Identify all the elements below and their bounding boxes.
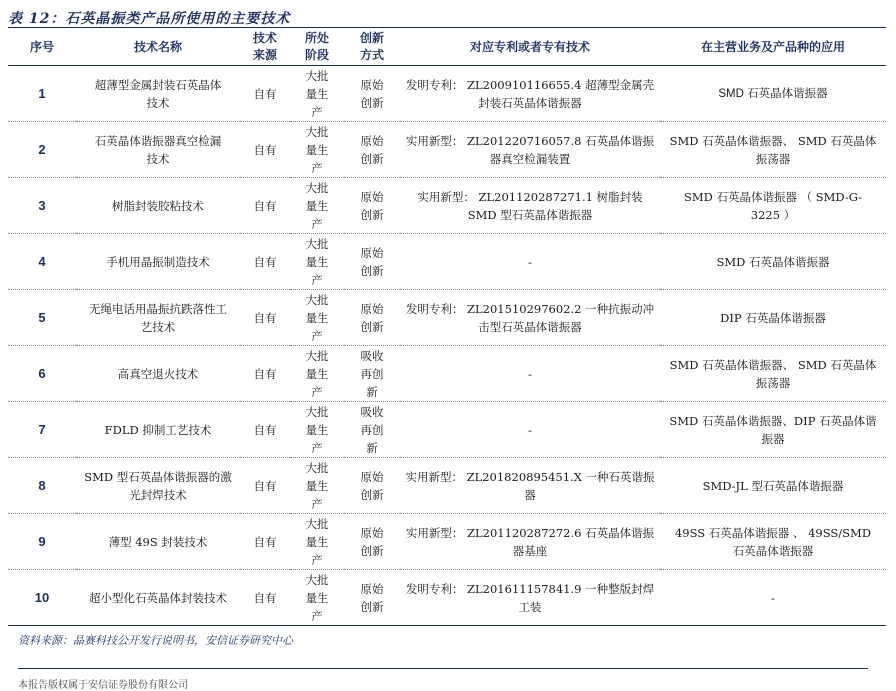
row-stage: 大批量生产 (290, 514, 344, 570)
row-stage: 大批量生产 (290, 122, 344, 178)
row-application: SMD-JL 型石英晶体谐振器 (660, 458, 886, 514)
row-stage: 大批量生产 (290, 346, 344, 402)
row-tech-name: FDLD 抑制工艺技术 (76, 402, 240, 458)
row-source: 自有 (240, 570, 290, 626)
row-patent: 发明专利： ZL201611157841.9 一种整版封焊工装 (400, 570, 660, 626)
row-application: SMD 石英晶体谐振器 （ SMD-G-3225 ） (660, 178, 886, 234)
row-patent: 实用新型： ZL201120287272.6 石英晶体谐振器基座 (400, 514, 660, 570)
row-no: 3 (8, 178, 76, 234)
table-row (8, 122, 886, 178)
table-row (8, 178, 886, 234)
footer-divider (18, 668, 868, 669)
row-stage: 大批量生产 (290, 458, 344, 514)
row-tech-name: 石英晶体谐振器真空检漏技术 (76, 122, 240, 178)
row-no: 4 (8, 234, 76, 290)
table-row (8, 234, 886, 290)
row-innovation: 原始创新 (344, 66, 400, 122)
header-name: 技术名称 (76, 29, 240, 66)
row-source: 自有 (240, 234, 290, 290)
row-application: SMD 石英晶体谐振器、DIP 石英晶体谐振器 (660, 402, 886, 458)
title-divider (8, 27, 886, 28)
row-no: 1 (8, 66, 76, 122)
row-patent: 实用新型： ZL201820895451.X 一种石英谐振器 (400, 458, 660, 514)
header-patent: 对应专利或者专有技术 (400, 29, 660, 66)
row-source: 自有 (240, 346, 290, 402)
footer-disclaimer: 本报告版权属于安信证券股份有限公司 (18, 680, 188, 691)
row-tech-name: 超薄型金属封装石英晶体技术 (76, 66, 240, 122)
row-tech-name: 树脂封装胶粘技术 (76, 178, 240, 234)
row-source: 自有 (240, 290, 290, 346)
row-innovation: 吸收再创新 (344, 346, 400, 402)
row-no: 9 (8, 514, 76, 570)
row-no: 10 (8, 570, 76, 626)
row-innovation: 原始创新 (344, 178, 400, 234)
row-source: 自有 (240, 66, 290, 122)
header-innovation: 创新方式 (344, 29, 400, 66)
row-source: 自有 (240, 122, 290, 178)
row-patent: 发明专利： ZL200910116655.4 超薄型金属壳封装石英晶体谐振器 (400, 66, 660, 122)
row-no: 6 (8, 346, 76, 402)
row-stage: 大批量生产 (290, 570, 344, 626)
row-innovation: 原始创新 (344, 570, 400, 626)
row-application: 49SS 石英晶体谐振器 、 49SS/SMD 石英晶体谐振器 (660, 514, 886, 570)
row-tech-name: 超小型化石英晶体封装技术 (76, 570, 240, 626)
table-row (8, 66, 886, 122)
row-tech-name: SMD 型石英晶体谐振器的激光封焊技术 (76, 458, 240, 514)
technology-table (8, 29, 886, 626)
row-tech-name: 手机用晶振制造技术 (76, 234, 240, 290)
table-row (8, 514, 886, 570)
row-application: - (660, 570, 886, 626)
row-source: 自有 (240, 178, 290, 234)
row-innovation: 原始创新 (344, 122, 400, 178)
row-patent: - (400, 402, 660, 458)
row-application: SMD 石英晶体谐振器、 SMD 石英晶体振荡器 (660, 346, 886, 402)
row-patent: - (400, 346, 660, 402)
source-note: 资料来源：晶赛科技公开发行说明书，安信证券研究中心 (18, 634, 293, 647)
row-no: 5 (8, 290, 76, 346)
row-source: 自有 (240, 402, 290, 458)
row-innovation: 吸收再创新 (344, 402, 400, 458)
row-tech-name: 薄型 49S 封装技术 (76, 514, 240, 570)
header-no: 序号 (8, 29, 76, 66)
row-stage: 大批量生产 (290, 234, 344, 290)
row-stage: 大批量生产 (290, 290, 344, 346)
header-application: 在主营业务及产品种的应用 (660, 29, 886, 66)
table-row (8, 570, 886, 626)
row-patent: 发明专利： ZL201510297602.2 一种抗振动冲击型石英晶体谐振器 (400, 290, 660, 346)
row-stage: 大批量生产 (290, 178, 344, 234)
header-stage: 所处阶段 (290, 29, 344, 66)
row-innovation: 原始创新 (344, 514, 400, 570)
table-header-row (8, 29, 886, 66)
row-no: 2 (8, 122, 76, 178)
header-source: 技术来源 (240, 29, 290, 66)
table-title: 表 12：石英晶振类产品所使用的主要技术 (8, 11, 291, 27)
table-row (8, 458, 886, 514)
row-innovation: 原始创新 (344, 290, 400, 346)
table-row (8, 290, 886, 346)
row-tech-name: 无绳电话用晶振抗跌落性工艺技术 (76, 290, 240, 346)
row-innovation: 原始创新 (344, 234, 400, 290)
row-source: 自有 (240, 514, 290, 570)
row-stage: 大批量生产 (290, 66, 344, 122)
row-no: 7 (8, 402, 76, 458)
row-application: DIP 石英晶体谐振器 (660, 290, 886, 346)
row-patent: 实用新型： ZL201120287271.1 树脂封装 SMD 型石英晶体谐振器 (400, 178, 660, 234)
row-patent: 实用新型： ZL201220716057.8 石英晶体谐振器真空检漏装置 (400, 122, 660, 178)
row-source: 自有 (240, 458, 290, 514)
row-stage: 大批量生产 (290, 402, 344, 458)
row-application: SMD 石英晶体谐振器、 SMD 石英晶体振荡器 (660, 122, 886, 178)
row-no: 8 (8, 458, 76, 514)
table-row (8, 402, 886, 458)
row-application: SMD 石英晶体谐振器 (660, 66, 886, 122)
row-innovation: 原始创新 (344, 458, 400, 514)
row-patent: - (400, 234, 660, 290)
row-application: SMD 石英晶体谐振器 (660, 234, 886, 290)
row-tech-name: 高真空退火技术 (76, 346, 240, 402)
table-row (8, 346, 886, 402)
